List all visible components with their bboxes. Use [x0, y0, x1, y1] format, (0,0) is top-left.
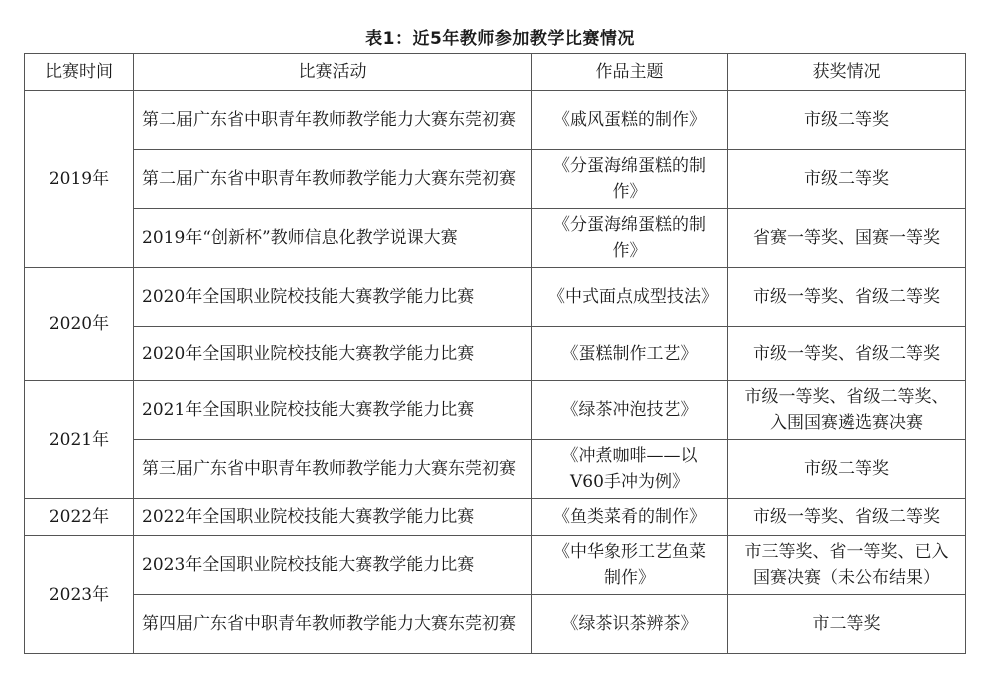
- col-header-activity: 比赛活动: [134, 54, 532, 91]
- activity-cell: 2022年全国职业院校技能大赛教学能力比赛: [134, 499, 532, 536]
- year-cell: 2021年: [25, 381, 134, 499]
- table-row: [25, 499, 966, 536]
- year-cell: 2019年: [25, 91, 134, 268]
- activity-cell: 第二届广东省中职青年教师教学能力大赛东莞初赛: [134, 150, 532, 209]
- award-cell: 市级二等奖: [728, 440, 966, 499]
- theme-cell: 《分蛋海绵蛋糕的制作》: [532, 209, 728, 268]
- activity-cell: 2023年全国职业院校技能大赛教学能力比赛: [134, 536, 532, 595]
- activity-cell: 第三届广东省中职青年教师教学能力大赛东莞初赛: [134, 440, 532, 499]
- theme-cell: 《分蛋海绵蛋糕的制作》: [532, 150, 728, 209]
- activity-cell: 2020年全国职业院校技能大赛教学能力比赛: [134, 268, 532, 327]
- table-row: [25, 595, 966, 654]
- table-row: [25, 536, 966, 595]
- table-title: 表1：近5年教师参加教学比赛情况: [365, 29, 635, 49]
- table-row: [25, 268, 966, 327]
- activity-cell: 第四届广东省中职青年教师教学能力大赛东莞初赛: [134, 595, 532, 654]
- col-header-award: 获奖情况: [728, 54, 966, 91]
- table-row: [25, 150, 966, 209]
- header-row: [25, 54, 966, 91]
- col-header-time: 比赛时间: [25, 54, 134, 91]
- table-row: [25, 327, 966, 381]
- theme-cell: 《中华象形工艺鱼菜制作》: [532, 536, 728, 595]
- award-cell: 市级二等奖: [728, 91, 966, 150]
- year-cell: 2023年: [25, 536, 134, 654]
- award-cell: 省赛一等奖、国赛一等奖: [728, 209, 966, 268]
- theme-cell: 《冲煮咖啡——以V60手冲为例》: [532, 440, 728, 499]
- award-cell: 市级一等奖、省级二等奖、入围国赛遴选赛决赛: [728, 381, 966, 440]
- theme-cell: 《鱼类菜肴的制作》: [532, 499, 728, 536]
- table-row: [25, 440, 966, 499]
- activity-cell: 2020年全国职业院校技能大赛教学能力比赛: [134, 327, 532, 381]
- competition-table: [24, 53, 966, 654]
- col-header-theme: 作品主题: [532, 54, 728, 91]
- activity-cell: 第二届广东省中职青年教师教学能力大赛东莞初赛: [134, 91, 532, 150]
- theme-cell: 《蛋糕制作工艺》: [532, 327, 728, 381]
- activity-cell: 2021年全国职业院校技能大赛教学能力比赛: [134, 381, 532, 440]
- activity-cell: 2019年“创新杯”教师信息化教学说课大赛: [134, 209, 532, 268]
- theme-cell: 《绿茶识茶辨茶》: [532, 595, 728, 654]
- table-row: [25, 381, 966, 440]
- theme-cell: 《中式面点成型技法》: [532, 268, 728, 327]
- award-cell: 市三等奖、省一等奖、已入国赛决赛（未公布结果）: [728, 536, 966, 595]
- table-row: [25, 91, 966, 150]
- theme-cell: 《戚风蛋糕的制作》: [532, 91, 728, 150]
- year-cell: 2022年: [25, 499, 134, 536]
- award-cell: 市级一等奖、省级二等奖: [728, 268, 966, 327]
- award-cell: 市级一等奖、省级二等奖: [728, 499, 966, 536]
- award-cell: 市二等奖: [728, 595, 966, 654]
- award-cell: 市级二等奖: [728, 150, 966, 209]
- year-cell: 2020年: [25, 268, 134, 381]
- award-cell: 市级一等奖、省级二等奖: [728, 327, 966, 381]
- theme-cell: 《绿茶冲泡技艺》: [532, 381, 728, 440]
- table-row: [25, 209, 966, 268]
